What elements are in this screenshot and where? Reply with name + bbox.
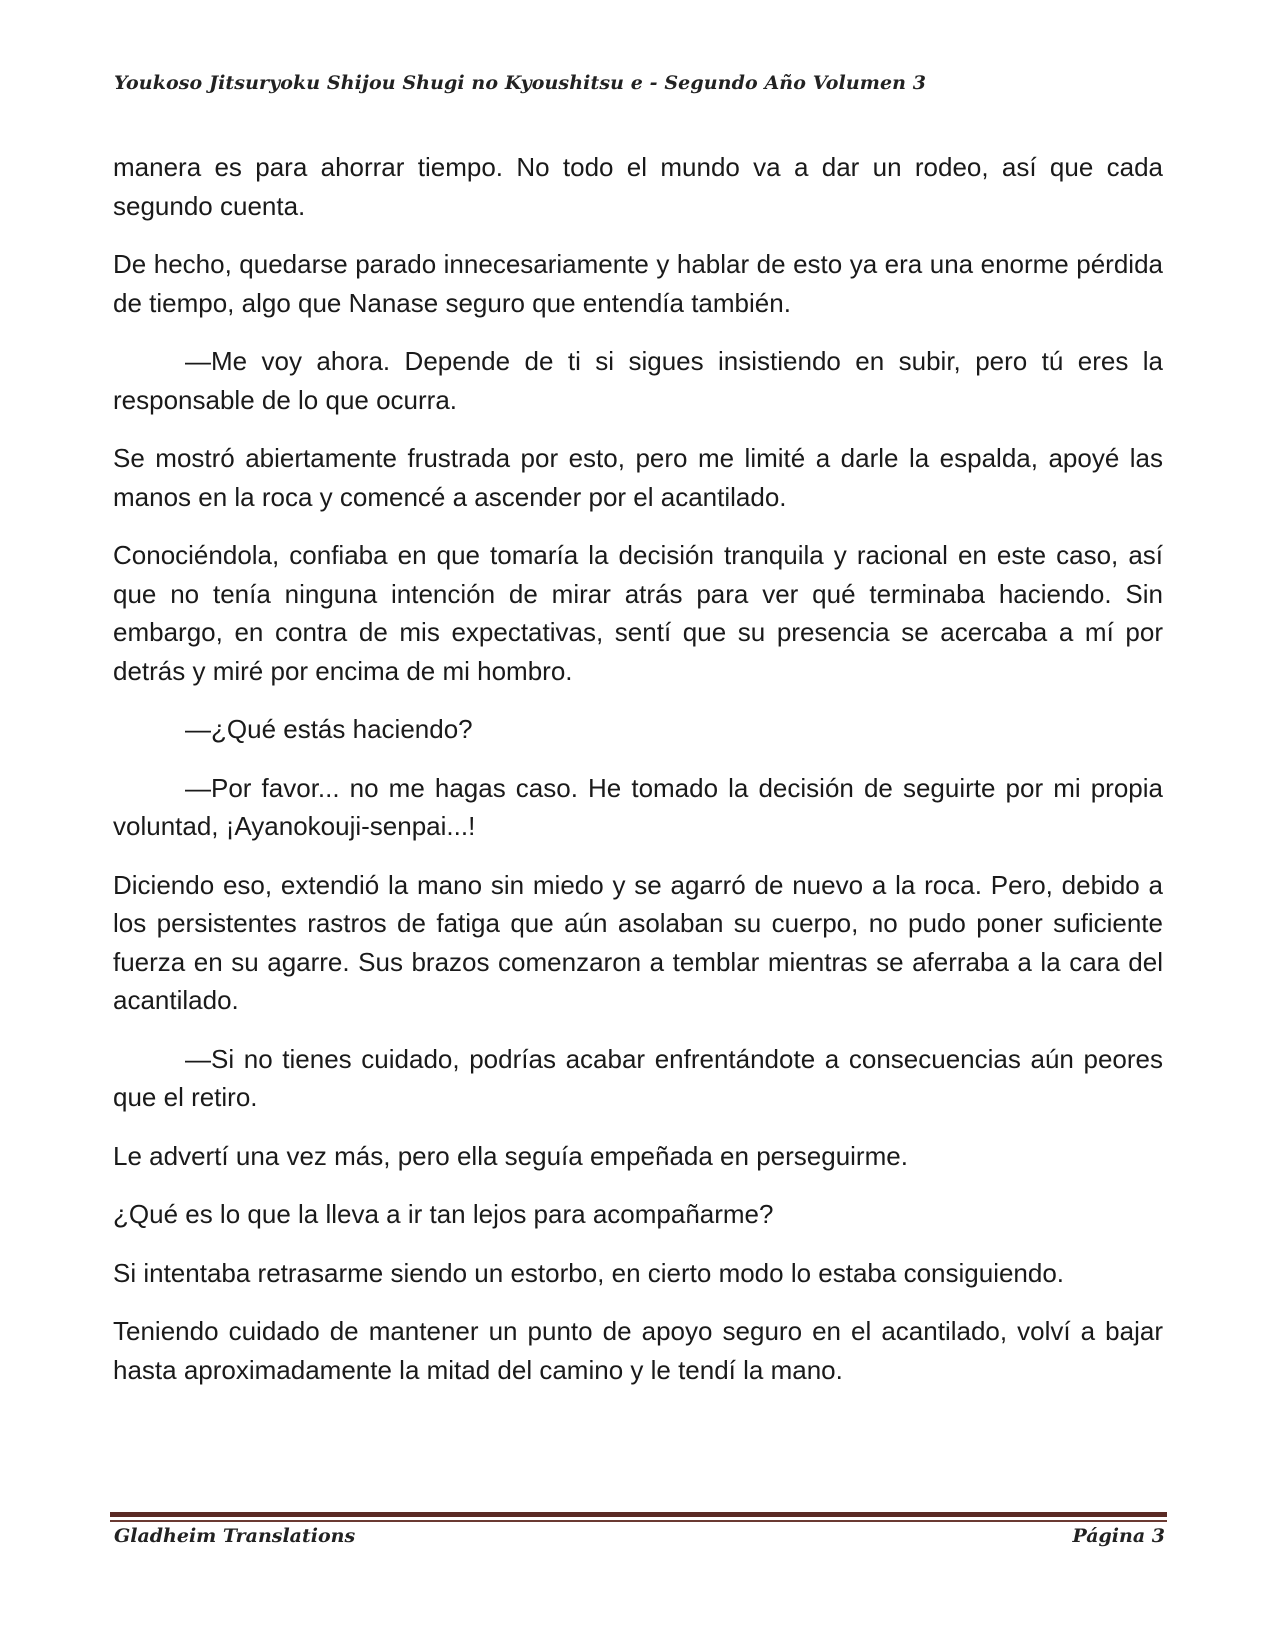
paragraph: Conociéndola, confiaba en que tomaría la decisión tranquila y racional en este caso, así que no tenía ninguna intención de mirar atrás para ver qué terminaba haciendo. Sin embargo, en contra de mis expectativas, sentí que su presencia se acercaba a mí por detrás y miré por encima de mi hombro. [113,540,1163,686]
footer-divider-thin [110,1520,1167,1522]
page-number: Página 3 [1072,1525,1165,1547]
paragraph: manera es para ahorrar tiempo. No todo el mundo va a dar un rodeo, así que cada segundo cuenta. [113,152,1163,221]
paragraph: Si intentaba retrasarme siendo un estorbo, en cierto modo lo estaba consiguiendo. [113,1257,1065,1288]
paragraph: Le advertí una vez más, pero ella seguía empeñada en perseguirme. [113,1140,908,1171]
dialogue-paragraph: —Por favor... no me hagas caso. He tomado la decisión de seguirte por mi propia voluntad, ¡Ayanokouji-senpai...! [113,772,1163,841]
paragraph: Teniendo cuidado de mantener un punto de apoyo seguro en el acantilado, volví a bajar hasta aproximadamente la mitad del camino y le tendí la mano. [113,1316,1163,1385]
dialogue-paragraph: —¿Qué estás haciendo? [185,714,473,744]
dialogue-paragraph: —Me voy ahora. Depende de ti si sigues insistiendo en subir, pero tú eres la responsable de lo que ocurra. [113,346,1163,415]
document-body [113,148,1163,1409]
footer-divider [110,1512,1167,1517]
page-header-title: Youkoso Jitsuryoku Shijou Shugi no Kyoushitsu e - Segundo Año Volumen 3 [114,72,927,94]
dialogue-paragraph: —Si no tienes cuidado, podrías acabar enfrentándote a consecuencias aún peores que el retiro. [113,1043,1163,1112]
paragraph: ¿Qué es lo que la lleva a ir tan lejos para acompañarme? [113,1199,774,1229]
paragraph: De hecho, quedarse parado innecesariamente y hablar de esto ya era una enorme pérdida de tiempo, algo que Nanase seguro que entendía también. [113,249,1163,318]
paragraph: Diciendo eso, extendió la mano sin miedo y se agarró de nuevo a la roca. Pero, debido a los persistentes rastros de fatiga que aún asolaban su cuerpo, no pudo poner suficiente fuerza en su agarre. Sus brazos comenzaron a temblar mientras se aferraba a la cara del acantilado. [113,869,1163,1015]
footer-credit: Gladheim Translations [114,1525,356,1547]
paragraph: Se mostró abiertamente frustrada por esto, pero me limité a darle la espalda, apoyé las manos en la roca y comencé a ascender por el acantilado. [113,443,1163,512]
